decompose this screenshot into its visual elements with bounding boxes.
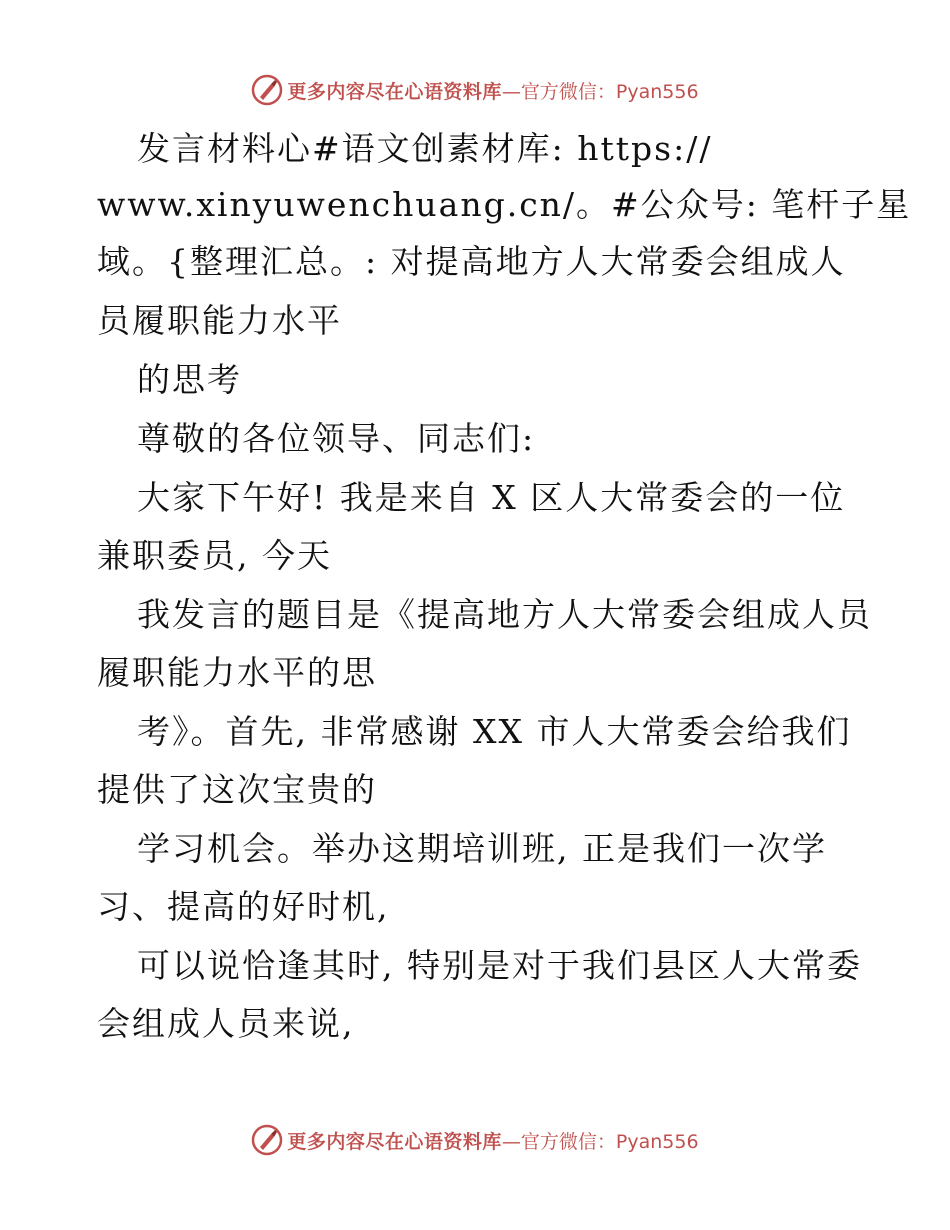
text-line: 兼职委员, 今天 [97,536,332,575]
text-line: 发言材料心#语文创素材库: https:// [137,129,713,168]
text-line: 考》。首先, 非常感谢 XX 市人大常委会给我们 [137,712,852,751]
text-line: 员履职能力水平 [97,301,342,340]
banner-main-text: 更多内容尽在心语资料库 [287,1130,502,1153]
banner-main-text: 更多内容尽在心语资料库 [287,80,502,103]
pen-logo-icon [251,1124,283,1156]
pen-logo-icon [251,74,283,106]
banner-wechat-text: —官方微信：Pyan556 [501,1130,699,1153]
footer-banner [0,1120,950,1160]
text-line: www.xinyuwenchuang.cn/。#公众号: 笔杆子星 [97,185,912,224]
text-line: 的思考 [137,360,242,399]
text-line: 域。{整理汇总。: 对提高地方人大常委会组成人 [97,242,846,281]
text-line: 大家下午好! 我是来自 X 区人大常委会的一位 [137,478,846,517]
text-line: 可以说恰逢其时, 特别是对于我们县区人大常委 [137,946,862,985]
text-line: 学习机会。举办这期培训班, 正是我们一次学 [137,829,827,868]
text-line: 履职能力水平的思 [97,653,377,692]
text-line: 我发言的题目是《提高地方人大常委会组成人员 [137,595,872,634]
text-line: 会组成人员来说, [97,1004,355,1043]
text-line: 提供了这次宝贵的 [97,770,377,809]
text-line: 尊敬的各位领导、同志们: [137,419,536,458]
header-banner [0,70,950,110]
text-line: 习、提高的好时机, [97,887,390,926]
banner-wechat-text: —官方微信：Pyan556 [501,80,699,103]
